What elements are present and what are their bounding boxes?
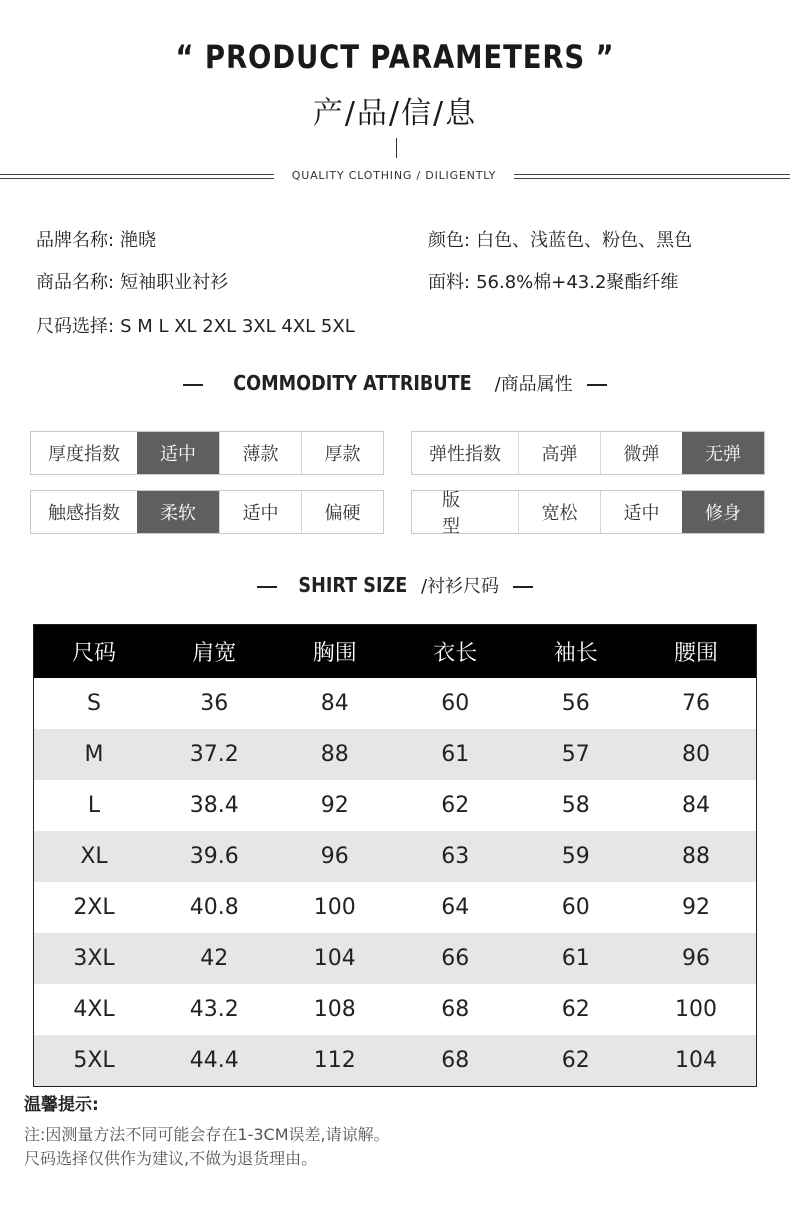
attribute-thickness [30, 431, 384, 475]
table-cell: 84 [682, 793, 710, 818]
tips-line: 注:因测量方法不同可能会存在1-3CM误差,请谅解。 [24, 1125, 390, 1144]
table-cell: 68 [395, 1035, 516, 1087]
page-title-cn: 产/品/信/息 [312, 96, 478, 131]
attribute-option: 高弹 [518, 432, 600, 474]
attribute-option: 厚款 [301, 432, 383, 474]
table-header-row [34, 625, 757, 679]
heading-dash-left [183, 384, 203, 386]
table-cell: 108 [313, 997, 356, 1022]
heading-dash-left [257, 586, 277, 588]
table-cell: 43.2 [189, 997, 239, 1022]
table-cell: 92 [320, 793, 349, 818]
table-cell: 3XL [34, 933, 155, 984]
table-header-cell: 腰围 [636, 625, 757, 679]
table-cell: 2XL [73, 895, 115, 920]
table-cell: 84 [320, 691, 349, 716]
table-cell: 100 [313, 895, 356, 920]
tips-title: 温馨提示: [24, 1095, 99, 1115]
info-fabric-value: 56.8%棉+43.2聚酯纤维 [476, 272, 679, 293]
tips-line: 尺码选择仅供作为建议,不做为退货理由。 [24, 1149, 318, 1168]
table-cell: 57 [516, 729, 637, 780]
table-cell: 37.2 [154, 729, 275, 780]
table-cell: 60 [561, 895, 590, 920]
attribute-touch [30, 490, 384, 534]
table-cell: 38.4 [189, 793, 239, 818]
attribute-option-selected: 修身 [682, 491, 764, 533]
heading-dash-right [587, 384, 607, 386]
table-row [34, 780, 757, 831]
table-cell: 61 [395, 729, 516, 780]
attribute-option-selected: 柔软 [137, 491, 219, 533]
attribute-option: 宽松 [518, 491, 600, 533]
table-cell: 104 [275, 933, 396, 984]
table-cell: 96 [275, 831, 396, 882]
table-cell: 92 [682, 895, 710, 920]
table-cell: XL [34, 831, 155, 882]
attribute-elasticity [411, 431, 765, 475]
table-cell: 96 [636, 933, 757, 984]
info-size-label: 尺码选择: [36, 316, 115, 337]
table-cell: 80 [636, 729, 757, 780]
info-brand-label: 品牌名称: [36, 230, 115, 251]
attribute-label: 弹性指数 [429, 444, 501, 465]
info-size-value: S M L XL 2XL 3XL 4XL 5XL [120, 316, 355, 337]
table-row [34, 882, 757, 933]
size-table [33, 624, 757, 1087]
table-header-cell: 衣长 [395, 625, 516, 679]
table-row [34, 984, 757, 1035]
page-title-en: “ PRODUCT PARAMETERS ” [175, 38, 615, 76]
table-header-cell: 肩宽 [154, 625, 275, 679]
table-cell: 88 [275, 729, 396, 780]
info-brand-value: 滟晓 [120, 230, 157, 251]
info-name [36, 268, 228, 294]
info-size [36, 312, 355, 338]
table-cell: 88 [636, 831, 757, 882]
table-cell: 40.8 [189, 895, 239, 920]
attribute-option: 适中 [600, 491, 682, 533]
info-fabric-label: 面料: [428, 272, 471, 293]
attribute-fit [411, 490, 765, 537]
attribute-label: 触感指数 [48, 503, 120, 524]
table-cell: 64 [441, 895, 470, 920]
attribute-option: 薄款 [219, 432, 301, 474]
table-cell: 76 [682, 691, 710, 716]
info-color-label: 颜色: [428, 230, 471, 251]
table-cell: S [87, 691, 101, 716]
page-subtitle: QUALITY CLOTHING / DILIGENTLY [291, 169, 497, 182]
divider-left [0, 174, 274, 179]
divider-right [514, 174, 790, 179]
table-cell: 66 [395, 933, 516, 984]
table-header-cell: 胸围 [275, 625, 396, 679]
table-cell: 100 [675, 997, 717, 1022]
table-cell: 58 [561, 793, 590, 818]
table-cell: 44.4 [154, 1035, 275, 1087]
table-cell: 60 [441, 691, 470, 716]
table-cell: 39.6 [154, 831, 275, 882]
table-row [34, 933, 757, 984]
table-row [34, 1035, 757, 1087]
table-cell: L [87, 793, 101, 818]
table-cell: 63 [395, 831, 516, 882]
attribute-option: 偏硬 [301, 491, 383, 533]
heading-dash-right [513, 586, 533, 588]
table-cell: 112 [275, 1035, 396, 1087]
table-row [34, 831, 757, 882]
table-cell: 68 [441, 997, 470, 1022]
table-cell: 42 [154, 933, 275, 984]
table-header-cell: 尺码 [34, 625, 155, 679]
table-cell: 61 [516, 933, 637, 984]
attribute-option-selected: 适中 [137, 432, 219, 474]
table-header-cell: 袖长 [516, 625, 637, 679]
size-heading-en: SHIRT SIZE [298, 573, 408, 597]
table-cell: 62 [441, 793, 470, 818]
table-cell: 62 [561, 997, 590, 1022]
attribute-section-heading [0, 370, 790, 396]
attribute-heading-cn: /商品属性 [494, 374, 573, 395]
table-cell: 36 [200, 691, 229, 716]
table-row [34, 678, 757, 729]
table-cell: 62 [516, 1035, 637, 1087]
table-cell: M [34, 729, 155, 780]
size-section-heading [0, 572, 790, 598]
table-cell: 104 [636, 1035, 757, 1087]
size-heading-cn: /衬衫尺码 [420, 576, 500, 597]
info-fabric [428, 268, 678, 294]
info-brand [36, 226, 156, 252]
table-cell: 4XL [73, 997, 115, 1022]
table-cell: 56 [561, 691, 590, 716]
attribute-label: 厚度指数 [48, 444, 120, 465]
attribute-label: 版型 [442, 490, 490, 537]
table-row [34, 729, 757, 780]
divider-vertical [396, 138, 397, 158]
info-name-value: 短袖职业衬衫 [120, 272, 229, 293]
table-cell: 59 [516, 831, 637, 882]
attribute-heading-en: COMMODITY ATTRIBUTE [233, 371, 472, 395]
attribute-option: 适中 [219, 491, 301, 533]
info-color [428, 226, 692, 252]
attribute-option: 微弹 [600, 432, 682, 474]
info-name-label: 商品名称: [36, 272, 115, 293]
table-cell: 5XL [34, 1035, 155, 1087]
attribute-option-selected: 无弹 [682, 432, 764, 474]
info-color-value: 白色、浅蓝色、粉色、黑色 [476, 230, 693, 251]
